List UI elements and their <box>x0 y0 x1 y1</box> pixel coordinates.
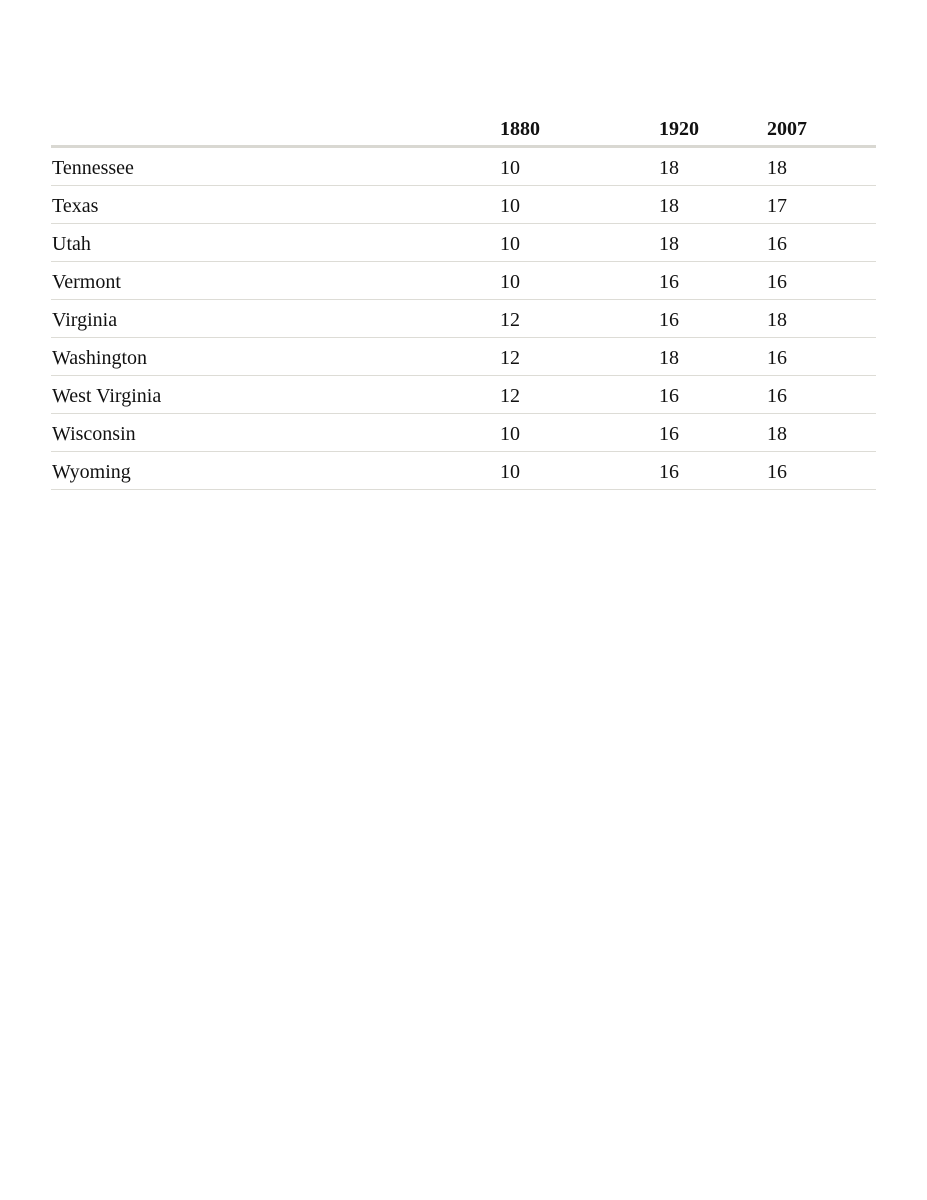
state-cell: Vermont <box>52 271 121 293</box>
value-cell-2007: 18 <box>767 423 787 445</box>
table-row <box>51 186 876 224</box>
value-cell-2007: 18 <box>767 309 787 331</box>
value-cell-1920: 16 <box>659 423 679 445</box>
value-cell-2007: 16 <box>767 385 787 407</box>
state-cell: Virginia <box>52 309 118 331</box>
value-cell-1920: 18 <box>659 195 679 217</box>
value-cell-1880: 12 <box>500 309 520 331</box>
value-cell-1920: 18 <box>659 157 679 179</box>
state-cell: West Virginia <box>52 385 162 407</box>
value-cell-1920: 16 <box>659 309 679 331</box>
state-cell: Washington <box>52 347 148 369</box>
value-cell-1920: 18 <box>659 233 679 255</box>
value-cell-2007: 16 <box>767 271 787 293</box>
value-cell-1880: 10 <box>500 461 520 483</box>
value-cell-1920: 16 <box>659 271 679 293</box>
table-row <box>51 414 876 452</box>
value-cell-1920: 16 <box>659 385 679 407</box>
value-cell-2007: 16 <box>767 233 787 255</box>
value-cell-1880: 10 <box>500 271 520 293</box>
value-cell-1920: 16 <box>659 461 679 483</box>
value-cell-1880: 12 <box>500 385 520 407</box>
header-cell-1920: 1920 <box>659 118 699 140</box>
state-cell: Tennessee <box>52 157 134 179</box>
table-row <box>51 148 876 186</box>
state-cell: Utah <box>52 233 91 255</box>
value-cell-2007: 16 <box>767 461 787 483</box>
table-row <box>51 452 876 490</box>
value-cell-2007: 17 <box>767 195 787 217</box>
table-row <box>51 262 876 300</box>
header-cell-2007: 2007 <box>767 118 807 140</box>
table-row <box>51 224 876 262</box>
value-cell-2007: 18 <box>767 157 787 179</box>
table-row <box>51 338 876 376</box>
value-cell-1920: 18 <box>659 347 679 369</box>
table-row <box>51 376 876 414</box>
state-cell: Wyoming <box>52 461 131 483</box>
value-cell-1880: 12 <box>500 347 520 369</box>
value-cell-1880: 10 <box>500 157 520 179</box>
data-table <box>51 112 876 490</box>
value-cell-1880: 10 <box>500 233 520 255</box>
value-cell-1880: 10 <box>500 195 520 217</box>
value-cell-1880: 10 <box>500 423 520 445</box>
header-cell-1880: 1880 <box>500 118 540 140</box>
state-cell: Texas <box>52 195 99 217</box>
table-row <box>51 300 876 338</box>
table-header-row <box>51 112 876 148</box>
state-cell: Wisconsin <box>52 423 136 445</box>
value-cell-2007: 16 <box>767 347 787 369</box>
